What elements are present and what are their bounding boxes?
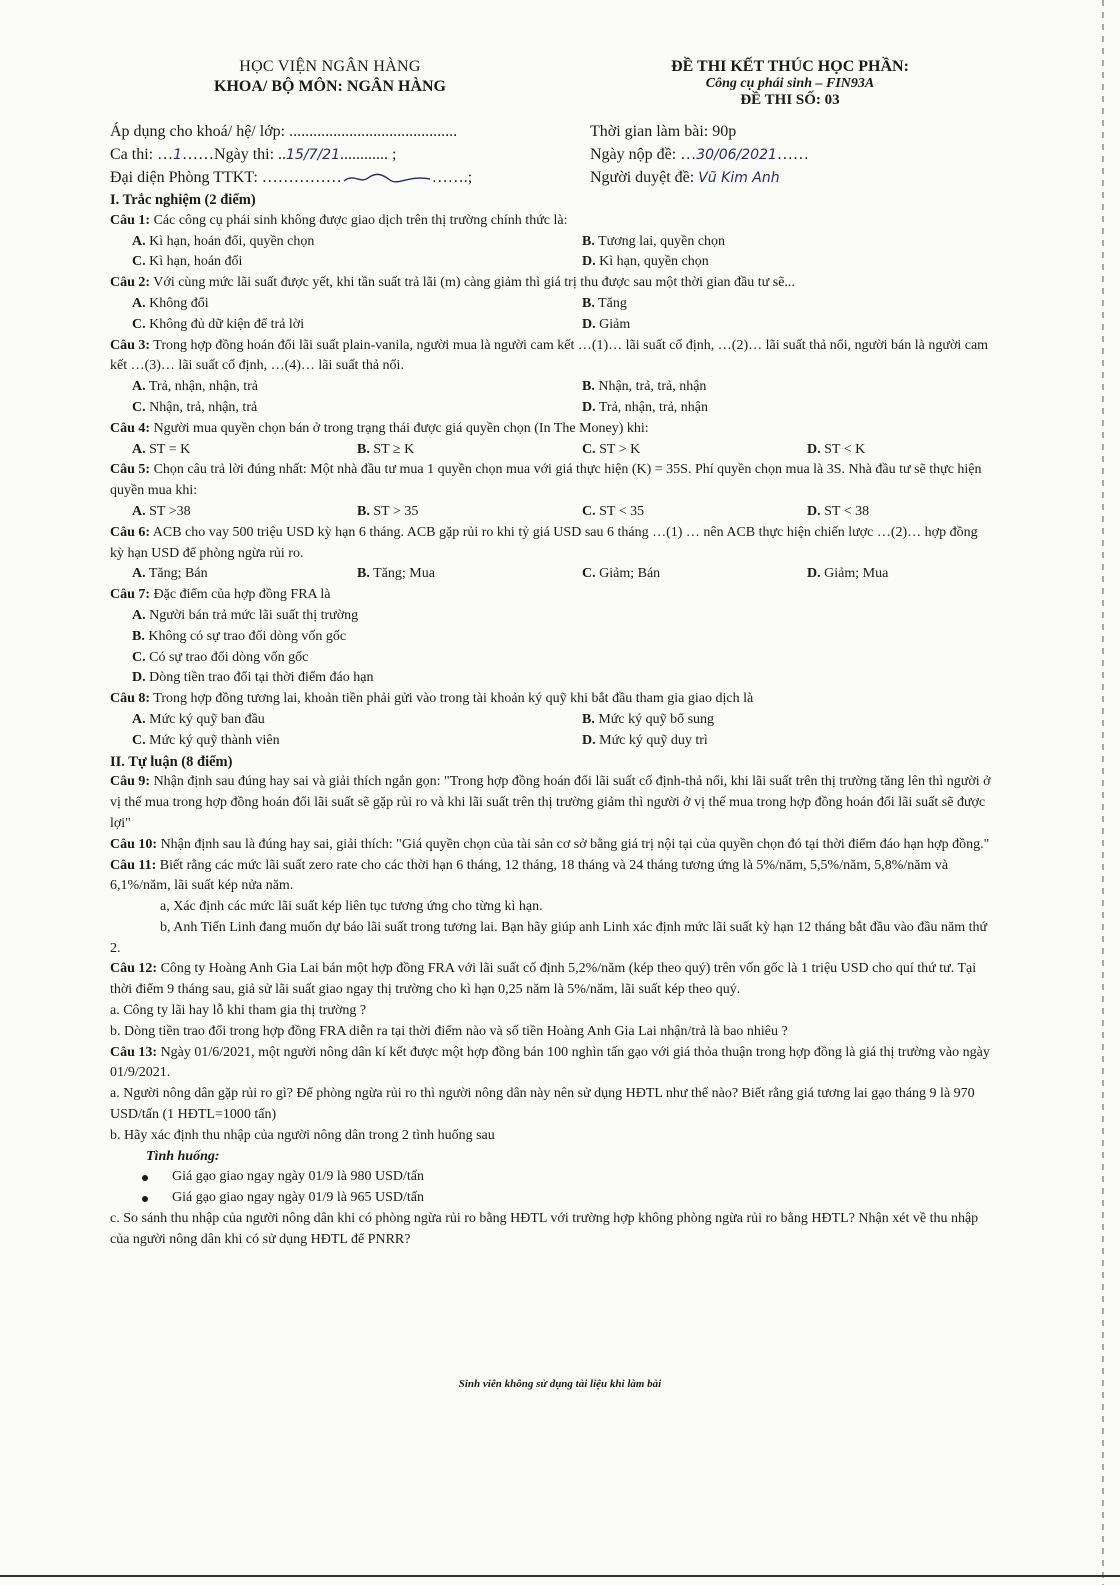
option-b: B. Mức ký quỹ bổ sung xyxy=(582,711,715,727)
option-d: D. Dòng tiền trao đổi tại thời điểm đáo hạn xyxy=(132,670,374,686)
question-2 xyxy=(110,273,995,294)
question-text: Trong hợp đồng tương lai, khoản tiền phải gửi vào trong tài khoản ký quỹ khi bắt đầu tham gia giao dịch là xyxy=(150,691,754,707)
question-13-part-a: a. Người nông dân gặp rủi ro gì? Để phòng ngừa rủi ro thì người nông dân này nên sử dụng HĐTL như thế nào? Biết rằng giá tương lai gạo tháng 9 là 970 USD/tấn (1 HĐTL=1000 tấn) xyxy=(110,1086,975,1123)
question-number: Câu 5: xyxy=(110,462,151,478)
option-d: D. ST < 38 xyxy=(807,503,870,519)
scan-edge xyxy=(1102,0,1104,1585)
option-a: A. ST >38 xyxy=(132,503,191,519)
option-b: B. ST > 35 xyxy=(357,503,419,519)
option-d: D. ST < K xyxy=(807,441,866,457)
question-8 xyxy=(110,689,995,710)
question-5 xyxy=(110,460,995,502)
question-11 xyxy=(110,856,995,898)
course-name: Công cụ phái sinh – FIN93A xyxy=(705,76,875,91)
exam-title: ĐỀ THI KẾT THÚC HỌC PHẦN: xyxy=(671,58,909,75)
question-3 xyxy=(110,336,995,378)
apply-class: Áp dụng cho khoá/ hệ/ lớp: .......................................... xyxy=(110,123,458,140)
question-1 xyxy=(110,211,995,232)
question-number: Câu 9: xyxy=(110,774,151,790)
footer-note: Sinh viên không sử dụng tài liệu khi làm bài xyxy=(458,1378,662,1390)
question-text: Với cùng mức lãi suất được yết, khi tần suất trả lãi (m) càng giảm thì giá trị thu được sau một thời gian đầu tư sẽ... xyxy=(150,275,795,291)
question-number: Câu 10: xyxy=(110,836,158,852)
option-c: C. Giảm; Bán xyxy=(582,566,661,582)
question-12 xyxy=(110,959,995,1001)
question-number: Câu 1: xyxy=(110,212,151,228)
option-a: A. Không đổi xyxy=(132,295,209,311)
question-1-options xyxy=(110,232,995,274)
bullet-icon xyxy=(142,1175,148,1181)
department-name: KHOA/ BỘ MÔN: NGÂN HÀNG xyxy=(214,78,446,95)
question-text: Ngày 01/6/2021, một người nông dân kí kết được một hợp đồng bán 100 nghìn tấn gạo với giá thỏa thuận trong hợp đồng là giá thị trường vào ngày 01/9/2021. xyxy=(110,1044,990,1081)
submit-tail: …… xyxy=(776,146,809,163)
question-text: ACB cho vay 500 triệu USD kỳ hạn 6 tháng. ACB gặp rủi ro khi tỷ giá USD sau 6 tháng …(1) … nên ACB thực hiện chiến lược …(2)… hợp đồng kỳ hạn USD để phòng ngừa rủi ro. xyxy=(110,524,978,561)
question-6 xyxy=(110,523,995,565)
date-tail: ............ ; xyxy=(340,146,397,163)
question-13 xyxy=(110,1043,995,1085)
info-row-3 xyxy=(110,166,1000,189)
question-10 xyxy=(110,835,995,856)
shift-label: Ca thi: … xyxy=(110,146,174,163)
approver-label: Người duyệt đề: xyxy=(590,169,699,186)
option-b: B. Tăng xyxy=(582,295,627,311)
option-b: B. ST ≥ K xyxy=(357,441,415,457)
question-number: Câu 11: xyxy=(110,857,157,873)
scan-bottom-line xyxy=(0,1575,1120,1577)
option-b: B. Tương lai, quyền chọn xyxy=(582,233,726,249)
info-row-1 xyxy=(110,120,1000,143)
option-c: C. Kì hạn, hoán đổi xyxy=(132,254,243,270)
option-a: A. Tăng; Bán xyxy=(132,566,208,582)
question-4-options xyxy=(110,440,995,461)
question-number: Câu 3: xyxy=(110,337,151,353)
option-d: D. Giảm; Mua xyxy=(807,566,889,582)
option-d: D. Trả, nhận, trả, nhận xyxy=(582,399,709,415)
question-11-part-b: b, Anh Tiến Linh đang muốn dự báo lãi suất trong tương lai. Bạn hãy giúp anh Linh xác định mức lãi suất kỳ hạn 12 tháng bắt đầu vào đầu năm thứ 2. xyxy=(110,919,988,956)
question-text: Công ty Hoàng Anh Gia Lai bán một hợp đồng FRA với lãi suất cố định 5,2%/năm (kép theo quý) trên vốn gốc là 1 triệu USD cho quí thứ tư. Tại thời điểm 9 tháng sau, giả sử lãi suất giao ngay thị trường cho kì hạn 0,25 năm là 5%/năm, lãi suất kép theo quý. xyxy=(110,961,977,998)
exam-body xyxy=(110,190,995,1251)
section-essay: II. Tự luận (8 điểm) xyxy=(110,753,233,770)
exam-info xyxy=(110,120,1000,189)
shift-value: 1 xyxy=(173,147,183,163)
question-5-options xyxy=(110,502,995,523)
exam-duration: Thời gian làm bài: 90p xyxy=(590,123,737,140)
rep-tail: …….; xyxy=(431,169,473,186)
option-b: B. Tăng; Mua xyxy=(357,566,435,582)
question-text: Biết rằng các mức lãi suất zero rate cho các thời hạn 6 tháng, 12 tháng, 18 tháng và 24 tháng tương ứng là 5%/năm, 5,5%/năm, 5,8%/năm và 6,1%/năm, lãi suất kép nửa năm. xyxy=(110,857,949,894)
question-8-options xyxy=(110,710,995,752)
approver xyxy=(590,166,1000,189)
question-9 xyxy=(110,772,995,834)
submit-value: 30/06/2021 xyxy=(696,147,777,163)
question-4 xyxy=(110,419,995,440)
question-3-options xyxy=(110,377,995,419)
date-label: ……Ngày thi: .. xyxy=(182,146,287,163)
question-text: Nhận định sau là đúng hay sai, giải thích: "Giá quyền chọn của tài sản cơ sở bằng giá trị nội tại của quyền chọn đó tại thời điểm đáo hạn hợp đồng." xyxy=(157,836,990,852)
question-text: Các công cụ phái sinh không được giao dịch trên thị trường chính thức là: xyxy=(150,212,568,228)
bullet-icon xyxy=(142,1196,148,1202)
exam-number: ĐỀ THI SỐ: 03 xyxy=(740,92,840,108)
question-number: Câu 7: xyxy=(110,587,151,603)
question-text: Trong hợp đồng hoán đổi lãi suất plain-vanila, người mua là người cam kết …(1)… lãi suất cố định, …(2)… lãi suất thả nổi, người bán là người cam kết …(3)… lãi suất cố định, …(4)… lãi suất thả nổi. xyxy=(110,337,989,374)
question-11-part-a: a, Xác định các mức lãi suất kép liên tục tương ứng cho từng kì hạn. xyxy=(160,899,543,915)
question-number: Câu 12: xyxy=(110,961,158,977)
institution-name: HỌC VIỆN NGÂN HÀNG xyxy=(239,58,421,75)
question-number: Câu 6: xyxy=(110,524,151,540)
question-text: Nhận định sau đúng hay sai và giải thích ngắn gọn: "Trong hợp đồng hoán đổi lãi suất cố định-thả nổi, khi lãi suất trên thị trường tăng lên thì người ở vị thế mua trong hợp đồng hoán đổi lãi suất sẽ gặp rủi ro và khi lãi suất trên thị trường giảm thì người ở vị thế mua trong hợp đồng hoán đổi lãi suất sẽ được lợi" xyxy=(110,774,991,831)
approver-value: Vũ Kim Anh xyxy=(698,170,780,186)
case-item: Giá gạo giao ngay ngày 01/9 là 980 USD/tấn xyxy=(110,1167,995,1188)
question-13-part-b: b. Hãy xác định thu nhập của người nông dân trong 2 tình huống sau xyxy=(110,1127,495,1143)
header-left xyxy=(165,58,495,96)
submit-date xyxy=(590,143,1000,166)
section-multiple-choice: I. Trắc nghiệm (2 điểm) xyxy=(110,192,256,208)
question-number: Câu 13: xyxy=(110,1044,158,1060)
question-12-part-b: b. Dòng tiền trao đổi trong hợp đồng FRA diễn ra tại thời điểm nào và số tiền Hoàng Anh Gia Lai nhận/trả là bao nhiêu ? xyxy=(110,1023,788,1039)
question-13-part-c: c. So sánh thu nhập của người nông dân khi có phòng ngừa rủi ro bằng HĐTL với trường hợp không phòng ngừa rủi ro bằng HĐTL? Nhận xét về thu nhập của người nông dân khi có sử dụng HĐTL để PNRR? xyxy=(110,1211,979,1247)
option-c: C. Không đủ dữ kiện để trả lời xyxy=(132,316,305,332)
signature-icon xyxy=(342,171,432,185)
question-text: Đặc điểm của hợp đồng FRA là xyxy=(150,587,331,603)
question-number: Câu 8: xyxy=(110,691,151,707)
question-2-options xyxy=(110,294,995,336)
question-7 xyxy=(110,585,995,606)
submit-label: Ngày nộp đề: … xyxy=(590,146,697,163)
question-6-options xyxy=(110,564,995,585)
question-text: Chọn câu trả lời đúng nhất: Một nhà đầu tư mua 1 quyền chọn mua với giá thực hiện (K) = 35S. Phí quyền chọn mua là 3S. Nhà đầu tư sẽ thực hiện quyền mua khi: xyxy=(110,462,982,499)
option-c: C. Nhận, trả, nhận, trả xyxy=(132,399,258,415)
header-right xyxy=(580,58,1000,109)
question-number: Câu 4: xyxy=(110,420,151,436)
option-b: B. Nhận, trả, trả, nhận xyxy=(582,379,707,395)
option-c: C. ST < 35 xyxy=(582,503,645,519)
representative xyxy=(110,166,590,189)
option-a: A. Kì hạn, hoán đổi, quyền chọn xyxy=(132,233,315,249)
info-row-2 xyxy=(110,143,1000,166)
case-item: Giá gạo giao ngay ngày 01/9 là 965 USD/tấn xyxy=(110,1188,995,1209)
option-a: A. ST = K xyxy=(132,441,191,457)
option-c: C. ST > K xyxy=(582,441,641,457)
option-d: D. Mức ký quỹ duy trì xyxy=(582,732,708,748)
option-c: C. Mức ký quỹ thành viên xyxy=(132,732,280,748)
case-title: Tình huống: xyxy=(146,1148,220,1164)
option-b: B. Không có sự trao đổi dòng vốn gốc xyxy=(132,628,347,644)
question-12-part-a: a. Công ty lãi hay lỗ khi tham gia thị trường ? xyxy=(110,1003,367,1019)
exam-shift-date xyxy=(110,143,590,166)
option-d: D. Giảm xyxy=(582,316,631,332)
question-number: Câu 2: xyxy=(110,275,151,291)
option-d: D. Kì hạn, quyền chọn xyxy=(582,254,709,270)
option-a: A. Trả, nhận, nhận, trả xyxy=(132,379,259,395)
question-text: Người mua quyền chọn bán ở trong trạng thái được giá quyền chọn (In The Money) khi: xyxy=(150,420,649,436)
rep-label: Đại diện Phòng TTKT: …………… xyxy=(110,169,342,186)
option-c: C. Có sự trao đổi dòng vốn gốc xyxy=(132,649,309,665)
option-a: A. Mức ký quỹ ban đầu xyxy=(132,711,265,727)
option-a: A. Người bán trả mức lãi suất thị trường xyxy=(132,607,359,623)
date-value: 15/7/21 xyxy=(286,147,341,163)
